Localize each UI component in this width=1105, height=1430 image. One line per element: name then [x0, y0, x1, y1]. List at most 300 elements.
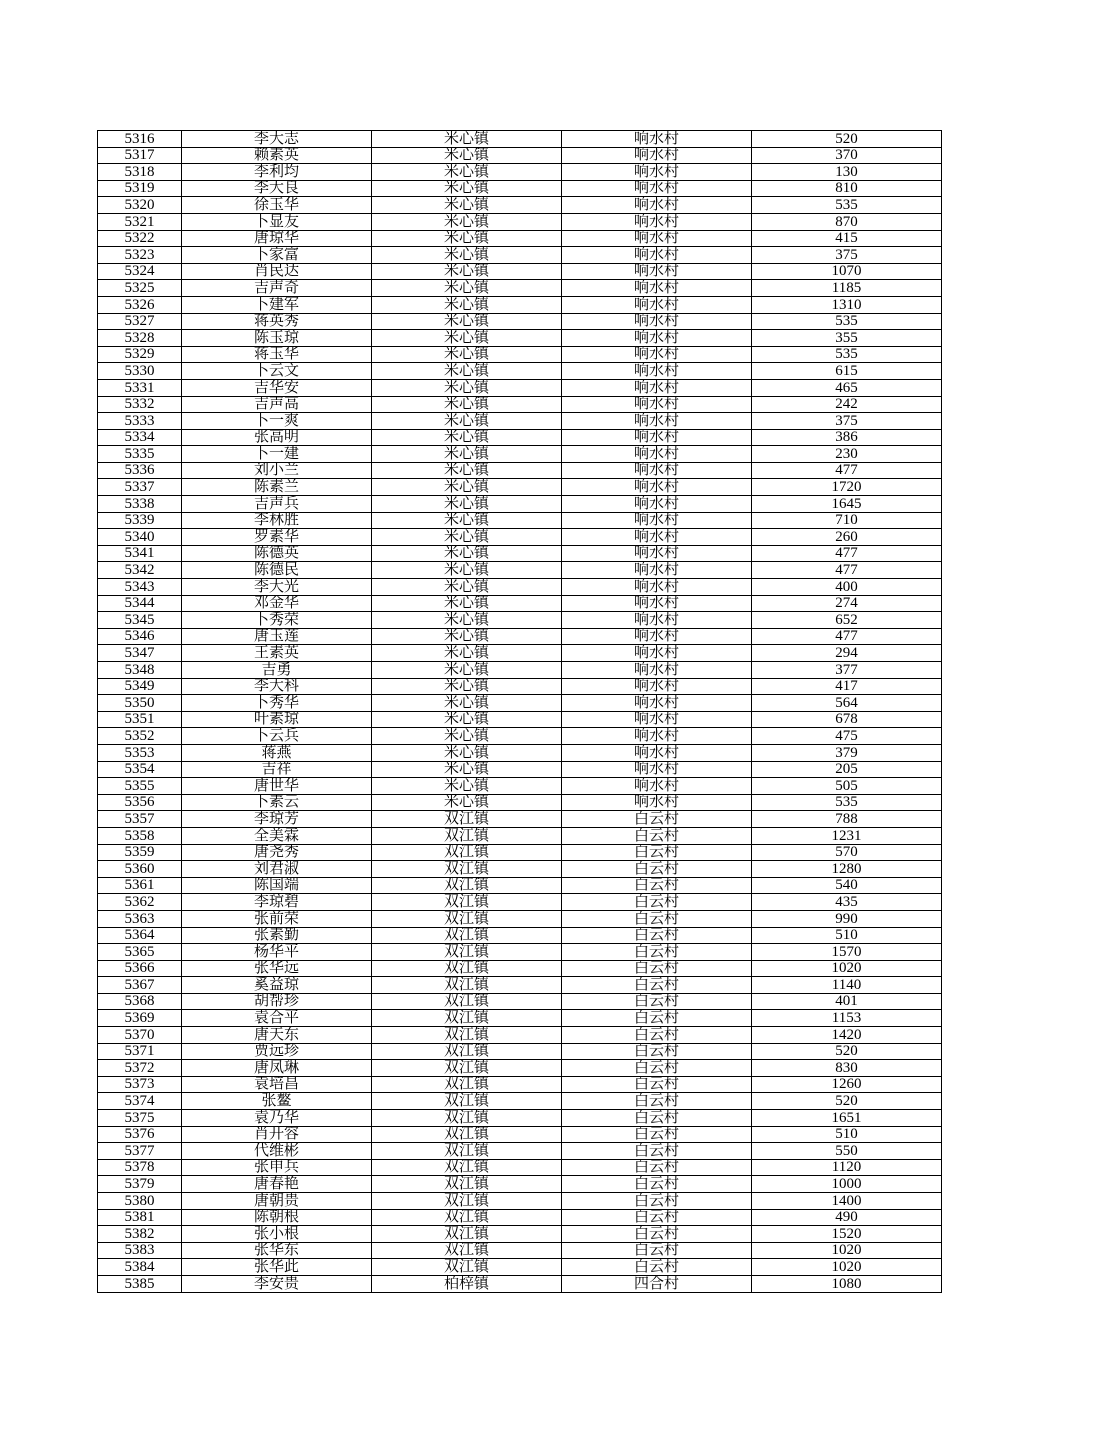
town-cell: 米心镇	[372, 313, 562, 330]
town-cell: 双江镇	[372, 1010, 562, 1027]
village-cell: 响水村	[562, 645, 752, 662]
town-cell: 米心镇	[372, 164, 562, 181]
table-row	[98, 1143, 942, 1160]
village-cell: 响水村	[562, 628, 752, 645]
row-number-cell: 5338	[98, 496, 182, 513]
table-row	[98, 960, 942, 977]
table-row	[98, 1159, 942, 1176]
village-cell: 白云村	[562, 844, 752, 861]
village-cell: 响水村	[562, 296, 752, 313]
row-number-cell: 5333	[98, 413, 182, 430]
town-cell: 米心镇	[372, 728, 562, 745]
table-row	[98, 230, 942, 247]
table-row	[98, 512, 942, 529]
village-cell: 响水村	[562, 545, 752, 562]
table-row	[98, 1242, 942, 1259]
row-number-cell: 5347	[98, 645, 182, 662]
name-cell: 蒋英秀	[182, 313, 372, 330]
table-row	[98, 993, 942, 1010]
town-cell: 双江镇	[372, 927, 562, 944]
amount-cell: 274	[752, 595, 942, 612]
village-cell: 白云村	[562, 877, 752, 894]
town-cell: 米心镇	[372, 662, 562, 679]
village-cell: 白云村	[562, 1143, 752, 1160]
table-row	[98, 1060, 942, 1077]
amount-cell: 477	[752, 562, 942, 579]
name-cell: 张前荣	[182, 910, 372, 927]
town-cell: 米心镇	[372, 761, 562, 778]
village-cell: 响水村	[562, 180, 752, 197]
row-number-cell: 5371	[98, 1043, 182, 1060]
name-cell: 李大志	[182, 131, 372, 148]
amount-cell: 510	[752, 1126, 942, 1143]
town-cell: 米心镇	[372, 396, 562, 413]
town-cell: 米心镇	[372, 413, 562, 430]
name-cell: 唐春艳	[182, 1176, 372, 1193]
name-cell: 肖民达	[182, 263, 372, 280]
name-cell: 李安贵	[182, 1275, 372, 1292]
village-cell: 响水村	[562, 413, 752, 430]
amount-cell: 477	[752, 545, 942, 562]
table-row	[98, 744, 942, 761]
town-cell: 双江镇	[372, 1143, 562, 1160]
village-cell: 白云村	[562, 977, 752, 994]
amount-cell: 540	[752, 877, 942, 894]
name-cell: 唐世华	[182, 778, 372, 795]
town-cell: 米心镇	[372, 479, 562, 496]
table-row	[98, 628, 942, 645]
row-number-cell: 5319	[98, 180, 182, 197]
amount-cell: 520	[752, 1093, 942, 1110]
amount-cell: 1120	[752, 1159, 942, 1176]
amount-cell: 520	[752, 1043, 942, 1060]
town-cell: 米心镇	[372, 695, 562, 712]
table-row	[98, 678, 942, 695]
name-cell: 李大科	[182, 678, 372, 695]
table-row	[98, 612, 942, 629]
town-cell: 米心镇	[372, 612, 562, 629]
table-row	[98, 330, 942, 347]
row-number-cell: 5362	[98, 894, 182, 911]
village-cell: 响水村	[562, 479, 752, 496]
row-number-cell: 5326	[98, 296, 182, 313]
table-row	[98, 396, 942, 413]
row-number-cell: 5342	[98, 562, 182, 579]
table-row	[98, 247, 942, 264]
village-cell: 白云村	[562, 1242, 752, 1259]
village-cell: 响水村	[562, 330, 752, 347]
village-cell: 白云村	[562, 1043, 752, 1060]
name-cell: 卜一爽	[182, 413, 372, 430]
town-cell: 米心镇	[372, 446, 562, 463]
amount-cell: 130	[752, 164, 942, 181]
name-cell: 李琼碧	[182, 894, 372, 911]
table-row	[98, 1176, 942, 1193]
name-cell: 卜云兵	[182, 728, 372, 745]
name-cell: 唐琼华	[182, 230, 372, 247]
table-row	[98, 1043, 942, 1060]
town-cell: 米心镇	[372, 131, 562, 148]
amount-cell: 1020	[752, 1242, 942, 1259]
village-cell: 响水村	[562, 131, 752, 148]
row-number-cell: 5352	[98, 728, 182, 745]
name-cell: 陈德民	[182, 562, 372, 579]
amount-cell: 535	[752, 313, 942, 330]
village-cell: 响水村	[562, 313, 752, 330]
name-cell: 陈朝根	[182, 1209, 372, 1226]
amount-cell: 1185	[752, 280, 942, 297]
row-number-cell: 5324	[98, 263, 182, 280]
village-cell: 响水村	[562, 213, 752, 230]
row-number-cell: 5357	[98, 811, 182, 828]
row-number-cell: 5328	[98, 330, 182, 347]
row-number-cell: 5363	[98, 910, 182, 927]
amount-cell: 242	[752, 396, 942, 413]
name-cell: 唐玉莲	[182, 628, 372, 645]
row-number-cell: 5322	[98, 230, 182, 247]
amount-cell: 401	[752, 993, 942, 1010]
row-number-cell: 5369	[98, 1010, 182, 1027]
row-number-cell: 5383	[98, 1242, 182, 1259]
amount-cell: 990	[752, 910, 942, 927]
village-cell: 响水村	[562, 429, 752, 446]
amount-cell: 415	[752, 230, 942, 247]
town-cell: 双江镇	[372, 1209, 562, 1226]
table-row	[98, 213, 942, 230]
row-number-cell: 5374	[98, 1093, 182, 1110]
town-cell: 米心镇	[372, 346, 562, 363]
table-row	[98, 645, 942, 662]
amount-cell: 370	[752, 147, 942, 164]
town-cell: 米心镇	[372, 296, 562, 313]
village-cell: 白云村	[562, 1193, 752, 1210]
name-cell: 王素英	[182, 645, 372, 662]
row-number-cell: 5375	[98, 1110, 182, 1127]
village-cell: 响水村	[562, 496, 752, 513]
table-row	[98, 927, 942, 944]
row-number-cell: 5361	[98, 877, 182, 894]
town-cell: 双江镇	[372, 1110, 562, 1127]
town-cell: 米心镇	[372, 744, 562, 761]
amount-cell: 810	[752, 180, 942, 197]
row-number-cell: 5345	[98, 612, 182, 629]
name-cell: 卜素云	[182, 794, 372, 811]
amount-cell: 205	[752, 761, 942, 778]
town-cell: 米心镇	[372, 794, 562, 811]
village-cell: 白云村	[562, 1076, 752, 1093]
row-number-cell: 5351	[98, 711, 182, 728]
town-cell: 双江镇	[372, 944, 562, 961]
amount-cell: 535	[752, 794, 942, 811]
row-number-cell: 5346	[98, 628, 182, 645]
name-cell: 赖素英	[182, 147, 372, 164]
name-cell: 陈国端	[182, 877, 372, 894]
name-cell: 唐凤琳	[182, 1060, 372, 1077]
town-cell: 米心镇	[372, 263, 562, 280]
row-number-cell: 5327	[98, 313, 182, 330]
village-cell: 白云村	[562, 1027, 752, 1044]
row-number-cell: 5381	[98, 1209, 182, 1226]
town-cell: 米心镇	[372, 562, 562, 579]
town-cell: 米心镇	[372, 180, 562, 197]
amount-cell: 510	[752, 927, 942, 944]
name-cell: 唐尧秀	[182, 844, 372, 861]
town-cell: 米心镇	[372, 363, 562, 380]
table-row	[98, 197, 942, 214]
amount-cell: 535	[752, 346, 942, 363]
town-cell: 双江镇	[372, 1242, 562, 1259]
name-cell: 张鳌	[182, 1093, 372, 1110]
row-number-cell: 5382	[98, 1226, 182, 1243]
village-cell: 响水村	[562, 662, 752, 679]
row-number-cell: 5349	[98, 678, 182, 695]
amount-cell: 230	[752, 446, 942, 463]
table-row	[98, 1110, 942, 1127]
village-cell: 白云村	[562, 1159, 752, 1176]
amount-cell: 386	[752, 429, 942, 446]
table-row	[98, 280, 942, 297]
village-cell: 响水村	[562, 678, 752, 695]
town-cell: 双江镇	[372, 877, 562, 894]
village-cell: 响水村	[562, 612, 752, 629]
table-row	[98, 131, 942, 148]
village-cell: 响水村	[562, 761, 752, 778]
table-row	[98, 346, 942, 363]
amount-cell: 355	[752, 330, 942, 347]
row-number-cell: 5365	[98, 944, 182, 961]
row-number-cell: 5323	[98, 247, 182, 264]
table-row	[98, 296, 942, 313]
amount-cell: 375	[752, 413, 942, 430]
village-cell: 响水村	[562, 379, 752, 396]
town-cell: 双江镇	[372, 1093, 562, 1110]
amount-cell: 520	[752, 131, 942, 148]
town-cell: 双江镇	[372, 910, 562, 927]
table-row	[98, 446, 942, 463]
table-row	[98, 662, 942, 679]
name-cell: 徐玉华	[182, 197, 372, 214]
amount-cell: 710	[752, 512, 942, 529]
table-row	[98, 977, 942, 994]
town-cell: 米心镇	[372, 462, 562, 479]
row-number-cell: 5325	[98, 280, 182, 297]
table-row	[98, 313, 942, 330]
amount-cell: 1153	[752, 1010, 942, 1027]
village-cell: 响水村	[562, 562, 752, 579]
name-cell: 吉祥	[182, 761, 372, 778]
row-number-cell: 5320	[98, 197, 182, 214]
village-cell: 白云村	[562, 1010, 752, 1027]
table-row	[98, 827, 942, 844]
name-cell: 陈素兰	[182, 479, 372, 496]
table-row	[98, 529, 942, 546]
table-row	[98, 479, 942, 496]
town-cell: 米心镇	[372, 579, 562, 596]
amount-cell: 678	[752, 711, 942, 728]
row-number-cell: 5380	[98, 1193, 182, 1210]
village-cell: 响水村	[562, 529, 752, 546]
row-number-cell: 5335	[98, 446, 182, 463]
name-cell: 卜秀华	[182, 695, 372, 712]
table-row	[98, 861, 942, 878]
amount-cell: 1070	[752, 263, 942, 280]
row-number-cell: 5355	[98, 778, 182, 795]
village-cell: 响水村	[562, 512, 752, 529]
name-cell: 李林胜	[182, 512, 372, 529]
town-cell: 双江镇	[372, 993, 562, 1010]
name-cell: 杨华平	[182, 944, 372, 961]
name-cell: 卜家富	[182, 247, 372, 264]
name-cell: 张华远	[182, 960, 372, 977]
village-cell: 白云村	[562, 1209, 752, 1226]
name-cell: 吉声高	[182, 396, 372, 413]
row-number-cell: 5318	[98, 164, 182, 181]
village-cell: 响水村	[562, 695, 752, 712]
row-number-cell: 5332	[98, 396, 182, 413]
town-cell: 双江镇	[372, 844, 562, 861]
table-row	[98, 1259, 942, 1276]
town-cell: 双江镇	[372, 894, 562, 911]
table-row	[98, 545, 942, 562]
table-row	[98, 728, 942, 745]
table-row	[98, 496, 942, 513]
amount-cell: 652	[752, 612, 942, 629]
village-cell: 白云村	[562, 1093, 752, 1110]
amount-cell: 379	[752, 744, 942, 761]
table-row	[98, 877, 942, 894]
table-row	[98, 1226, 942, 1243]
village-cell: 白云村	[562, 811, 752, 828]
row-number-cell: 5359	[98, 844, 182, 861]
name-cell: 卜一建	[182, 446, 372, 463]
town-cell: 米心镇	[372, 197, 562, 214]
row-number-cell: 5337	[98, 479, 182, 496]
row-number-cell: 5348	[98, 662, 182, 679]
village-cell: 四合村	[562, 1275, 752, 1292]
amount-cell: 1260	[752, 1076, 942, 1093]
town-cell: 米心镇	[372, 678, 562, 695]
name-cell: 刘君淑	[182, 861, 372, 878]
table-row	[98, 595, 942, 612]
village-cell: 响水村	[562, 363, 752, 380]
amount-cell: 375	[752, 247, 942, 264]
name-cell: 叶素琼	[182, 711, 372, 728]
row-number-cell: 5330	[98, 363, 182, 380]
town-cell: 米心镇	[372, 429, 562, 446]
table-row	[98, 579, 942, 596]
table-row	[98, 429, 942, 446]
table-row	[98, 379, 942, 396]
row-number-cell: 5370	[98, 1027, 182, 1044]
row-number-cell: 5364	[98, 927, 182, 944]
name-cell: 张华东	[182, 1242, 372, 1259]
amount-cell: 570	[752, 844, 942, 861]
table-row	[98, 944, 942, 961]
town-cell: 双江镇	[372, 1043, 562, 1060]
table-row	[98, 263, 942, 280]
row-number-cell: 5376	[98, 1126, 182, 1143]
name-cell: 袁乃华	[182, 1110, 372, 1127]
town-cell: 双江镇	[372, 827, 562, 844]
amount-cell: 550	[752, 1143, 942, 1160]
name-cell: 代维彬	[182, 1143, 372, 1160]
table-row	[98, 147, 942, 164]
village-cell: 响水村	[562, 794, 752, 811]
town-cell: 双江镇	[372, 960, 562, 977]
amount-cell: 1231	[752, 827, 942, 844]
amount-cell: 564	[752, 695, 942, 712]
amount-cell: 1080	[752, 1275, 942, 1292]
village-cell: 响水村	[562, 147, 752, 164]
village-cell: 响水村	[562, 595, 752, 612]
amount-cell: 1020	[752, 1259, 942, 1276]
town-cell: 米心镇	[372, 280, 562, 297]
town-cell: 双江镇	[372, 1060, 562, 1077]
name-cell: 李利均	[182, 164, 372, 181]
amount-cell: 505	[752, 778, 942, 795]
village-cell: 白云村	[562, 1126, 752, 1143]
name-cell: 吉勇	[182, 662, 372, 679]
table-row	[98, 711, 942, 728]
village-cell: 白云村	[562, 861, 752, 878]
name-cell: 全美霖	[182, 827, 372, 844]
amount-cell: 1140	[752, 977, 942, 994]
village-cell: 白云村	[562, 1060, 752, 1077]
name-cell: 蒋玉华	[182, 346, 372, 363]
row-number-cell: 5366	[98, 960, 182, 977]
amount-cell: 830	[752, 1060, 942, 1077]
amount-cell: 788	[752, 811, 942, 828]
name-cell: 袁培昌	[182, 1076, 372, 1093]
data-table	[97, 130, 942, 1293]
town-cell: 米心镇	[372, 230, 562, 247]
amount-cell: 1020	[752, 960, 942, 977]
row-number-cell: 5343	[98, 579, 182, 596]
table-row	[98, 1027, 942, 1044]
village-cell: 响水村	[562, 579, 752, 596]
amount-cell: 490	[752, 1209, 942, 1226]
amount-cell: 1651	[752, 1110, 942, 1127]
amount-cell: 1570	[752, 944, 942, 961]
village-cell: 响水村	[562, 164, 752, 181]
amount-cell: 1720	[752, 479, 942, 496]
table-row	[98, 811, 942, 828]
name-cell: 李大良	[182, 180, 372, 197]
row-number-cell: 5378	[98, 1159, 182, 1176]
name-cell: 胡帮珍	[182, 993, 372, 1010]
town-cell: 米心镇	[372, 595, 562, 612]
village-cell: 白云村	[562, 1226, 752, 1243]
town-cell: 双江镇	[372, 1159, 562, 1176]
table-row	[98, 1126, 942, 1143]
table-row	[98, 1193, 942, 1210]
town-cell: 双江镇	[372, 977, 562, 994]
name-cell: 蒋燕	[182, 744, 372, 761]
town-cell: 双江镇	[372, 1027, 562, 1044]
row-number-cell: 5384	[98, 1259, 182, 1276]
town-cell: 米心镇	[372, 628, 562, 645]
row-number-cell: 5373	[98, 1076, 182, 1093]
amount-cell: 870	[752, 213, 942, 230]
table-row	[98, 562, 942, 579]
table-row	[98, 761, 942, 778]
town-cell: 米心镇	[372, 512, 562, 529]
town-cell: 柏梓镇	[372, 1275, 562, 1292]
amount-cell: 535	[752, 197, 942, 214]
amount-cell: 1310	[752, 296, 942, 313]
row-number-cell: 5331	[98, 379, 182, 396]
name-cell: 刘小兰	[182, 462, 372, 479]
